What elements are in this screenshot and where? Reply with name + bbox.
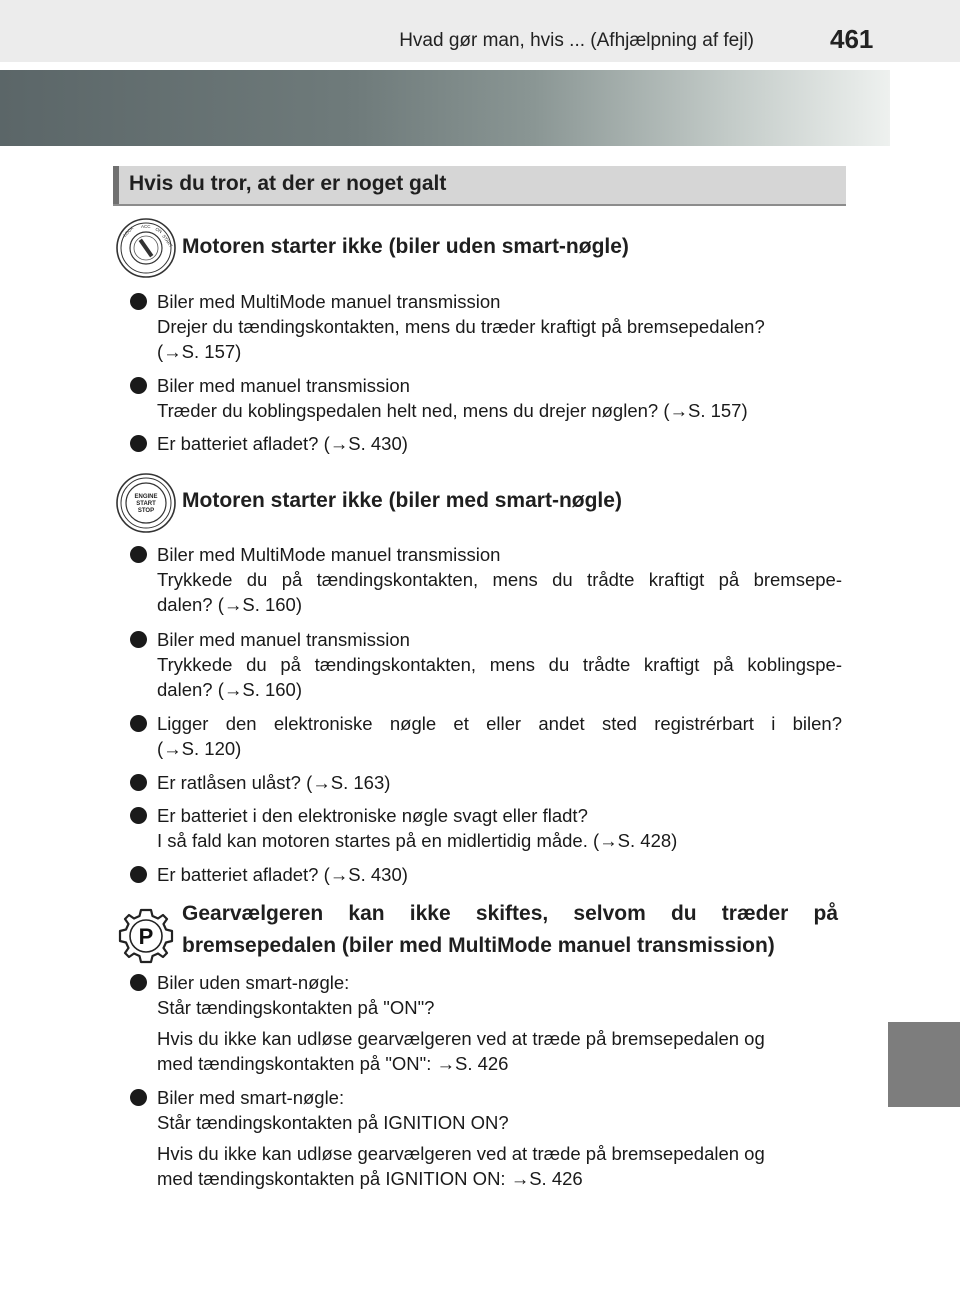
item-line: Biler med smart-nøgle:	[157, 1087, 345, 1108]
bullet	[130, 293, 147, 310]
item-line: Står tændingskontakten på "ON"?	[157, 997, 435, 1018]
item-extra	[157, 1141, 842, 1191]
chapter-side-tab	[888, 1022, 960, 1107]
item-line: Biler med manuel transmission	[157, 375, 410, 396]
item-line: (→S. 157)	[157, 341, 242, 362]
list-item	[130, 289, 842, 364]
item-line: med tændingskontakten på IGNITION ON: →S. 426	[157, 1168, 583, 1189]
chapter-banner	[0, 70, 890, 146]
icon-label-p: P	[138, 924, 154, 949]
list-item	[130, 542, 842, 617]
list-item	[130, 770, 842, 795]
heading-no-start-key: Motoren starter ikke (biler uden smart-nøgle)	[182, 235, 629, 258]
item-line: Drejer du tændingskontakten, mens du træder kraftigt på bremsepedalen?	[157, 316, 765, 337]
ignition-key-switch-icon	[115, 217, 177, 279]
item-line: Er batteriet i den elektroniske nøgle svagt eller fladt?	[157, 805, 588, 826]
heading-line: Gearvælgeren kan ikke skiftes, selvom du træder på	[182, 902, 838, 925]
list-item	[130, 1085, 842, 1191]
section-header	[113, 166, 846, 206]
icon-label-acc: ACC	[141, 224, 151, 229]
icon-label-lock: LOCK	[122, 225, 135, 238]
bullet	[130, 377, 147, 394]
heading-no-start-smart-key: Motoren starter ikke (biler med smart-nøgle)	[182, 489, 622, 512]
bullet	[130, 866, 147, 883]
item-line: Hvis du ikke kan udløse gearvælgeren ved at træde på bremsepedalen og	[157, 1143, 765, 1164]
item-line: Er batteriet afladet? (→S. 430)	[157, 433, 408, 454]
list-item	[130, 803, 842, 853]
bullet	[130, 435, 147, 452]
page-number: 461	[830, 24, 874, 54]
section-title: Hvis du tror, at der er noget galt	[129, 172, 447, 195]
heading-shift-lever	[182, 898, 838, 962]
shift-lever-p-icon	[115, 905, 177, 967]
icon-label-engine: ENGINE	[134, 494, 158, 500]
heading-line: bremsepedalen (biler med MultiMode manuel transmission)	[182, 934, 775, 957]
bullet	[130, 807, 147, 824]
engine-start-stop-button-icon	[115, 472, 177, 534]
bullet	[130, 774, 147, 791]
item-line: Biler med MultiMode manuel transmission	[157, 291, 501, 312]
item-line: I så fald kan motoren startes på en midlertidig måde. (→S. 428)	[157, 830, 678, 851]
bullet	[130, 631, 147, 648]
list-item	[130, 970, 842, 1076]
item-line: (→S. 120)	[157, 738, 242, 759]
icon-label-start: START	[136, 501, 156, 507]
item-line: Biler uden smart-nøgle:	[157, 972, 350, 993]
icon-label-stop: STOP	[137, 508, 155, 514]
item-line: Er batteriet afladet? (→S. 430)	[157, 864, 408, 885]
bullet	[130, 1089, 147, 1106]
item-line: Biler med manuel transmission	[157, 629, 410, 650]
list-item	[130, 373, 842, 423]
icon-label-on: ON	[154, 226, 163, 235]
section-header-bar	[113, 166, 119, 204]
list-item	[130, 431, 842, 456]
item-extra	[157, 1026, 842, 1076]
bullet	[130, 974, 147, 991]
bullet	[130, 546, 147, 563]
item-line: Trykkede du på tændingskontakten, mens du trådte kraftigt på koblingspe-	[157, 654, 842, 675]
item-line: Ligger den elektroniske nøgle et eller andet sted registrérbart i bilen?	[157, 713, 842, 734]
item-line: dalen? (→S. 160)	[157, 594, 303, 615]
list-item	[130, 862, 842, 887]
bullet	[130, 715, 147, 732]
chapter-title: Hvad gør man, hvis ... (Afhjælpning af fejl)	[399, 30, 754, 51]
item-line: Biler med MultiMode manuel transmission	[157, 544, 501, 565]
item-line: Hvis du ikke kan udløse gearvælgeren ved at træde på bremsepedalen og	[157, 1028, 765, 1049]
icon-label-start: START	[161, 233, 174, 249]
item-line: dalen? (→S. 160)	[157, 679, 303, 700]
item-line: med tændingskontakten på "ON": →S. 426	[157, 1053, 509, 1074]
list-item	[130, 711, 842, 761]
list-item	[130, 627, 842, 702]
item-line: Træder du koblingspedalen helt ned, mens du drejer nøglen? (→S. 157)	[157, 400, 748, 421]
item-line: Trykkede du på tændingskontakten, mens du trådte kraftigt på bremsepe-	[157, 569, 842, 590]
item-line: Er ratlåsen ulåst? (→S. 163)	[157, 772, 391, 793]
item-line: Står tændingskontakten på IGNITION ON?	[157, 1112, 509, 1133]
